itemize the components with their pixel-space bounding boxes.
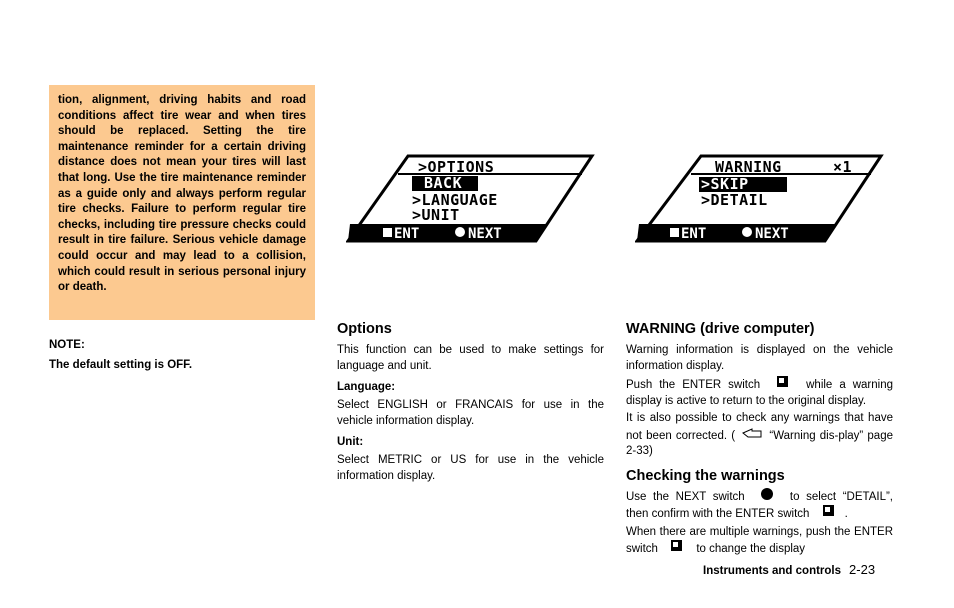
enter-switch-icon xyxy=(777,376,789,394)
warning-p4a: Use the NEXT switch xyxy=(626,490,745,503)
warning-p3b: “Warning dis-play” page 2-33) xyxy=(626,429,893,457)
next-switch-icon xyxy=(761,488,773,506)
warning-heading: WARNING (drive computer) xyxy=(626,321,815,337)
unit-text: Select METRIC or US for use in the vehicle information display. xyxy=(337,454,604,482)
warning-line-3: >DETAIL xyxy=(701,191,768,209)
warning-foot-right: NEXT xyxy=(755,226,789,242)
note-title: NOTE: xyxy=(49,339,85,351)
warning-p3a: It is also possible to check any warnings that have not been corrected. ( xyxy=(626,412,893,442)
warning-text: tion, alignment, driving habits and road conditions affect tire wear and when tires should be replaced. Setting the tire maintenance reminder for a certain driving distance does not mean your tires will last that long. Use the tire maintenance reminder as a guide only and always perform regular tire checks. Failure to perform regular tire checks, including tire pressure checks could result in tire failure. Serious vehicle damage could occur and may lead to a collision, which could result in serious personal injury or death. xyxy=(58,94,306,294)
warning-p3 xyxy=(626,411,893,460)
page-footer xyxy=(703,562,875,577)
checking-heading: Checking the warnings xyxy=(626,467,785,484)
page-reference-icon xyxy=(742,427,762,445)
enter-switch-icon xyxy=(823,505,835,523)
warning-line-2: >SKIP xyxy=(701,175,749,193)
warning-p5a: When there are multiple warnings, push the ENTER switch xyxy=(626,525,893,555)
language-text: Select ENGLISH or FRANCAIS for use in the vehicle information display. xyxy=(337,399,604,427)
warning-p2 xyxy=(626,376,893,409)
warning-count: ×1 xyxy=(833,158,853,176)
options-line-3: >LANGUAGE xyxy=(412,191,498,209)
warning-box xyxy=(49,85,315,320)
warning-p2a: Push the ENTER switch xyxy=(626,378,761,391)
unit-heading: Unit: xyxy=(337,436,364,448)
warning-p5 xyxy=(626,525,893,558)
enter-switch-icon xyxy=(670,228,679,237)
options-line-1: >OPTIONS xyxy=(418,158,495,176)
warning-section xyxy=(626,320,893,558)
options-display-illustration xyxy=(346,152,596,244)
options-line-2: BACK xyxy=(424,174,463,192)
warning-p4c: . xyxy=(844,507,848,520)
next-switch-icon xyxy=(455,227,465,237)
options-heading: Options xyxy=(337,321,392,337)
options-foot-left: ENT xyxy=(394,226,420,242)
footer-section: Instruments and controls xyxy=(703,565,842,577)
warning-line-1: WARNING xyxy=(715,158,782,176)
options-foot-right: NEXT xyxy=(468,226,502,242)
enter-switch-icon xyxy=(383,228,392,237)
warning-display-illustration xyxy=(635,152,885,244)
note-text: The default setting is OFF. xyxy=(49,359,193,371)
page-number: 2-23 xyxy=(849,562,876,577)
language-heading: Language: xyxy=(337,381,396,393)
options-section xyxy=(337,320,604,484)
enter-switch-icon xyxy=(671,540,683,558)
warning-p1: Warning information is displayed on the vehicle information display. xyxy=(626,344,893,372)
warning-p4 xyxy=(626,488,893,523)
warning-p4b: to select “DETAIL”, then confirm with the ENTER switch xyxy=(626,490,893,520)
options-line-4: >UNIT xyxy=(412,206,460,224)
options-intro: This function can be used to make settings for language and unit. xyxy=(337,344,604,372)
next-switch-icon xyxy=(742,227,752,237)
warning-p5b: to change the display xyxy=(696,542,806,555)
warning-p2b: while a warning display is active to return to the original display. xyxy=(626,378,893,407)
warning-foot-left: ENT xyxy=(681,226,707,242)
